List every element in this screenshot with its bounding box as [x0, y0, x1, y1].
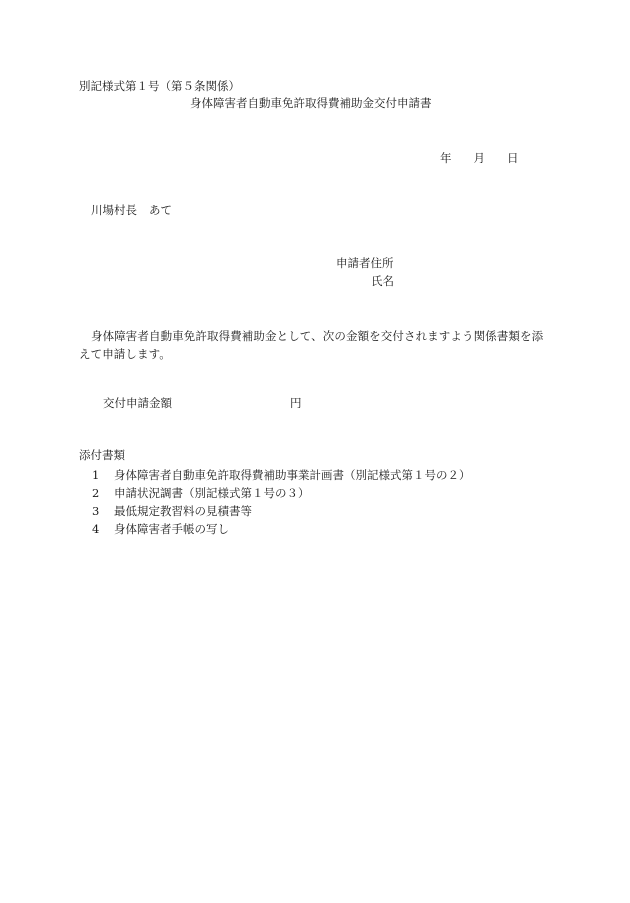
attachment-number: 4 [92, 522, 100, 536]
applicant-name-label: 氏名 [371, 274, 394, 288]
attachments-list [92, 466, 471, 538]
attachment-number: 1 [92, 468, 100, 482]
date-day: 日 [507, 151, 519, 165]
list-item [92, 484, 471, 502]
amount-label: 交付申請金額 [103, 396, 172, 410]
attachment-text: 身体障害者手帳の写し [114, 522, 229, 536]
addressee-name: 川場村長 [91, 203, 137, 217]
addressee-honorific: あて [149, 203, 172, 217]
date-month: 月 [473, 151, 485, 165]
attachment-number: 3 [92, 504, 100, 518]
date-line [440, 153, 519, 165]
application-statement: 身体障害者自動車免許取得費補助金として、次の金額を交付されますよう関係書類を添えて申請します。 [79, 329, 544, 361]
attachments-title: 添付書類 [79, 448, 125, 462]
attachment-text: 最低規定教習料の見積書等 [114, 504, 252, 518]
addressee [91, 205, 172, 217]
attachment-text: 身体障害者自動車免許取得費補助事業計画書（別記様式第１号の２） [114, 468, 471, 482]
list-item [92, 502, 471, 520]
date-year: 年 [440, 151, 452, 165]
attachment-number: 2 [92, 486, 100, 500]
attachment-text: 申請状況調書（別記様式第１号の３） [114, 486, 310, 500]
list-item [92, 520, 471, 538]
applicant-address-label: 申請者住所 [336, 256, 394, 270]
amount-unit: 円 [290, 396, 302, 410]
form-identifier: 別記様式第１号（第５条関係） [79, 79, 240, 93]
document-title: 身体障害者自動車免許取得費補助金交付申請書 [190, 96, 432, 110]
list-item [92, 466, 471, 484]
